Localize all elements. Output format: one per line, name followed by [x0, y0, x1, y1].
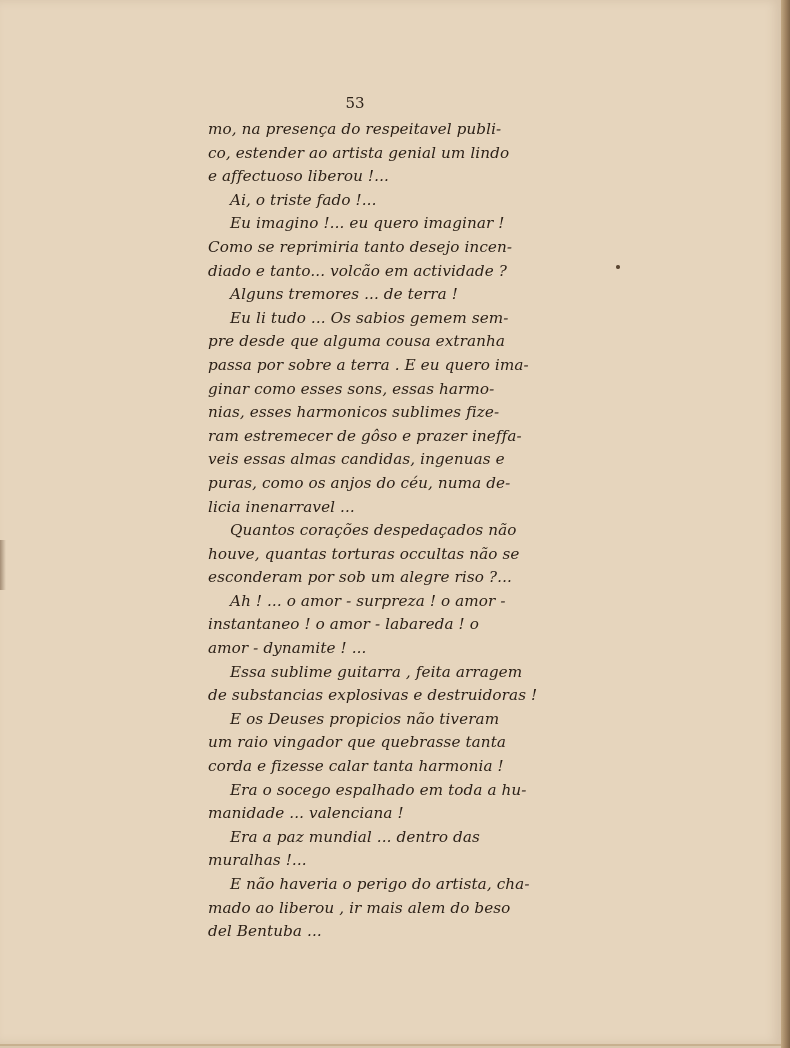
ink-dot	[616, 265, 620, 269]
manuscript-line: esconderam por sob um alegre riso ?...	[208, 568, 512, 587]
manuscript-line: del Bentuba ...	[208, 922, 322, 941]
manuscript-line: de substancias explosivas e destruidoras !	[208, 686, 538, 705]
manuscript-line: Era o socego espalhado em toda a hu-	[230, 780, 527, 799]
manuscript-line: e affectuoso liberou !...	[208, 167, 389, 186]
manuscript-line: Quantos corações despedaçados não	[230, 521, 517, 540]
manuscript-line: Eu imagino !... eu quero imaginar !	[230, 214, 505, 233]
manuscript-line: Ah ! ... o amor - surpreza ! o amor -	[230, 591, 506, 610]
manuscript-line: Como se reprimiria tanto desejo incen-	[208, 237, 513, 256]
manuscript-line: nias, esses harmonicos sublimes fize-	[208, 403, 500, 422]
manuscript-line: licia inenarravel ...	[208, 497, 355, 516]
manuscript-line: passa por sobre a terra . E eu quero ima-	[208, 355, 529, 374]
manuscript-line: E não haveria o perigo do artista, cha-	[230, 875, 530, 893]
manuscript-line: co, estender ao artista genial um lindo	[208, 143, 510, 162]
manuscript-line: corda e fizesse calar tanta harmonia !	[208, 757, 504, 776]
manuscript-line: um raio vingador que quebrasse tanta	[208, 733, 507, 752]
manuscript-line: mo, na presença do respeitavel publi-	[208, 120, 502, 138]
manuscript-line: Era a paz mundial ... dentro das	[230, 827, 480, 846]
manuscript-line: pre desde que alguma cousa extranha	[208, 332, 506, 351]
page-number: 53	[345, 94, 365, 112]
manuscript-line: ram estremecer de gôso e prazer ineffa-	[208, 426, 522, 445]
manuscript-line: Essa sublime guitarra , feita arragem	[230, 662, 523, 681]
manuscript-line: Alguns tremores ... de terra !	[230, 285, 458, 304]
manuscript-line: diado e tanto... volcão em actividade ?	[208, 261, 508, 280]
manuscript-line: Eu li tudo ... Os sabios gemem sem-	[230, 308, 509, 327]
manuscript-line: manidade ... valenciana !	[208, 804, 404, 823]
manuscript-line: instantaneo ! o amor - labareda ! o	[208, 615, 479, 634]
manuscript-line: ginar como esses sons, essas harmo-	[208, 379, 495, 398]
spine-shadow	[0, 540, 6, 590]
manuscript-line: Ai, o triste fado !...	[230, 190, 377, 209]
manuscript-line: amor - dynamite ! ...	[208, 639, 367, 658]
page-edge	[781, 0, 790, 1048]
manuscript-line: veis essas almas candidas, ingenuas e	[208, 450, 505, 469]
manuscript-line: E os Deuses propicios não tiveram	[230, 709, 500, 728]
handwritten-text-block	[208, 118, 603, 944]
manuscript-line: puras, como os anjos do céu, numa de-	[208, 473, 511, 492]
manuscript-line: houve, quantas torturas occultas não se	[208, 544, 520, 563]
manuscript-line: muralhas !...	[208, 851, 307, 870]
manuscript-line: mado ao liberou , ir mais alem do beso	[208, 898, 511, 917]
